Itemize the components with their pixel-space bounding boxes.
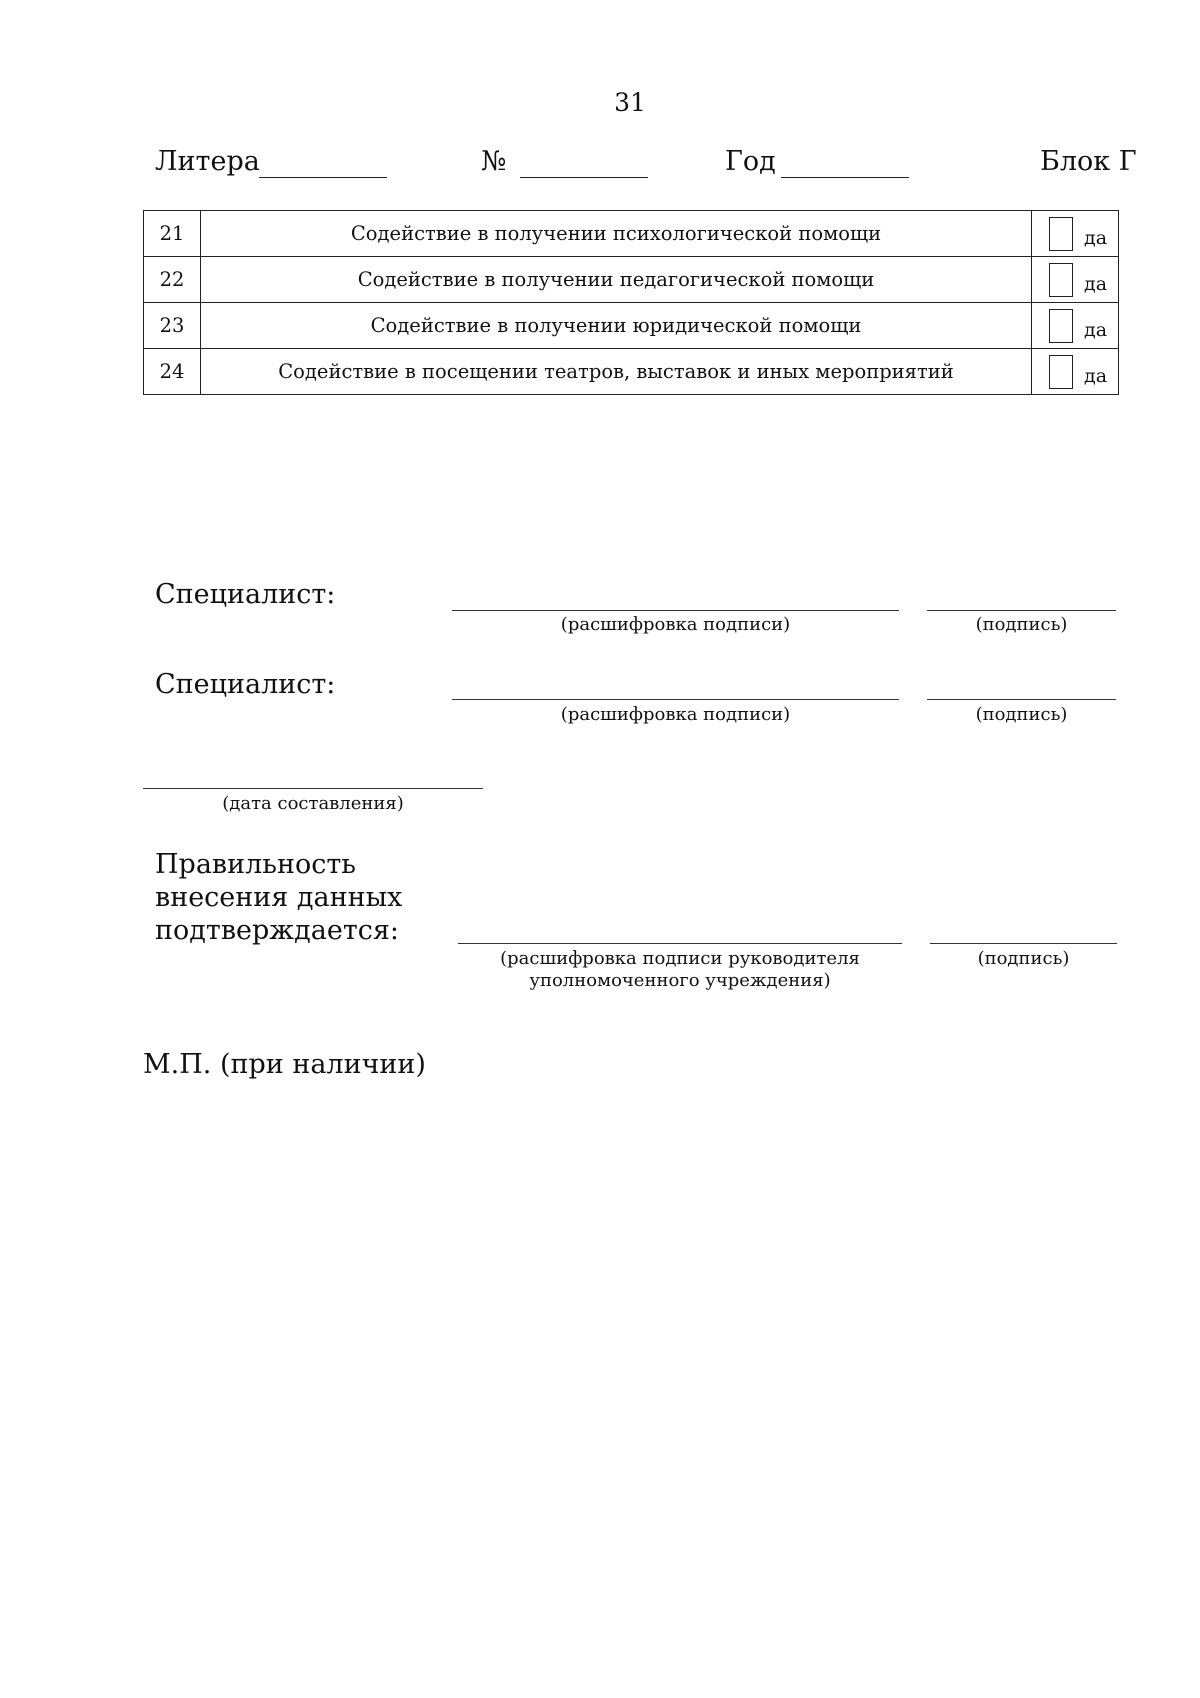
specialist-1-decoding-line[interactable] [452, 610, 899, 611]
checkbox[interactable] [1049, 355, 1073, 389]
table-row [144, 349, 1119, 395]
confirmation-title-line: Правильность [155, 849, 356, 880]
specialist-2-signature-line[interactable] [927, 699, 1116, 700]
year-field[interactable] [781, 177, 909, 178]
specialist-2-decoding-caption: (расшифровка подписи) [560, 704, 791, 725]
checkbox-cell [1032, 257, 1119, 303]
row-text: Содействие в получении юридической помощи [201, 303, 1032, 349]
table-row [144, 303, 1119, 349]
row-number: 21 [144, 211, 201, 257]
litera-label: Литера [155, 146, 260, 177]
date-line[interactable] [143, 788, 483, 789]
date-caption: (дата составления) [222, 793, 404, 814]
row-number: 23 [144, 303, 201, 349]
number-field[interactable] [520, 177, 648, 178]
checkbox-label: да [1084, 227, 1108, 249]
table-row [144, 211, 1119, 257]
head-signature-caption: (подпись) [977, 948, 1070, 969]
page-number: 31 [614, 88, 646, 117]
checkbox-label: да [1084, 273, 1108, 295]
row-text: Содействие в посещении театров, выставок и иных мероприятий [201, 349, 1032, 395]
checkbox-cell [1032, 349, 1119, 395]
confirmation-title-line: внесения данных [155, 882, 403, 913]
specialist-2-signature-caption: (подпись) [975, 704, 1068, 725]
specialist-2-title: Специалист: [155, 669, 336, 700]
confirmation-title [155, 848, 402, 947]
checkbox-label: да [1084, 365, 1108, 387]
checkbox[interactable] [1049, 309, 1073, 343]
row-text: Содействие в получении педагогической помощи [201, 257, 1032, 303]
year-label: Год [725, 146, 776, 177]
checkbox-cell [1032, 211, 1119, 257]
row-number: 22 [144, 257, 201, 303]
specialist-1-title: Специалист: [155, 579, 336, 610]
head-decoding-caption-line: уполномоченного учреждения) [529, 970, 831, 991]
checkbox-cell [1032, 303, 1119, 349]
head-signature-line[interactable] [930, 943, 1117, 944]
row-text: Содействие в получении психологической помощи [201, 211, 1032, 257]
assistance-table [143, 210, 1119, 395]
specialist-1-signature-line[interactable] [927, 610, 1116, 611]
row-number: 24 [144, 349, 201, 395]
specialist-2-decoding-line[interactable] [452, 699, 899, 700]
head-decoding-caption [458, 948, 902, 992]
table-row [144, 257, 1119, 303]
specialist-1-decoding-caption: (расшифровка подписи) [560, 614, 791, 635]
confirmation-title-line: подтверждается: [155, 915, 400, 946]
block-label: Блок Г [1040, 146, 1137, 177]
specialist-1-signature-caption: (подпись) [975, 614, 1068, 635]
checkbox[interactable] [1049, 263, 1073, 297]
litera-field[interactable] [259, 177, 387, 178]
head-decoding-line[interactable] [458, 943, 902, 944]
checkbox-label: да [1084, 319, 1108, 341]
number-label: № [481, 146, 507, 177]
checkbox[interactable] [1049, 217, 1073, 251]
head-decoding-caption-line: (расшифровка подписи руководителя [500, 948, 860, 969]
stamp-note: М.П. (при наличии) [143, 1049, 426, 1080]
